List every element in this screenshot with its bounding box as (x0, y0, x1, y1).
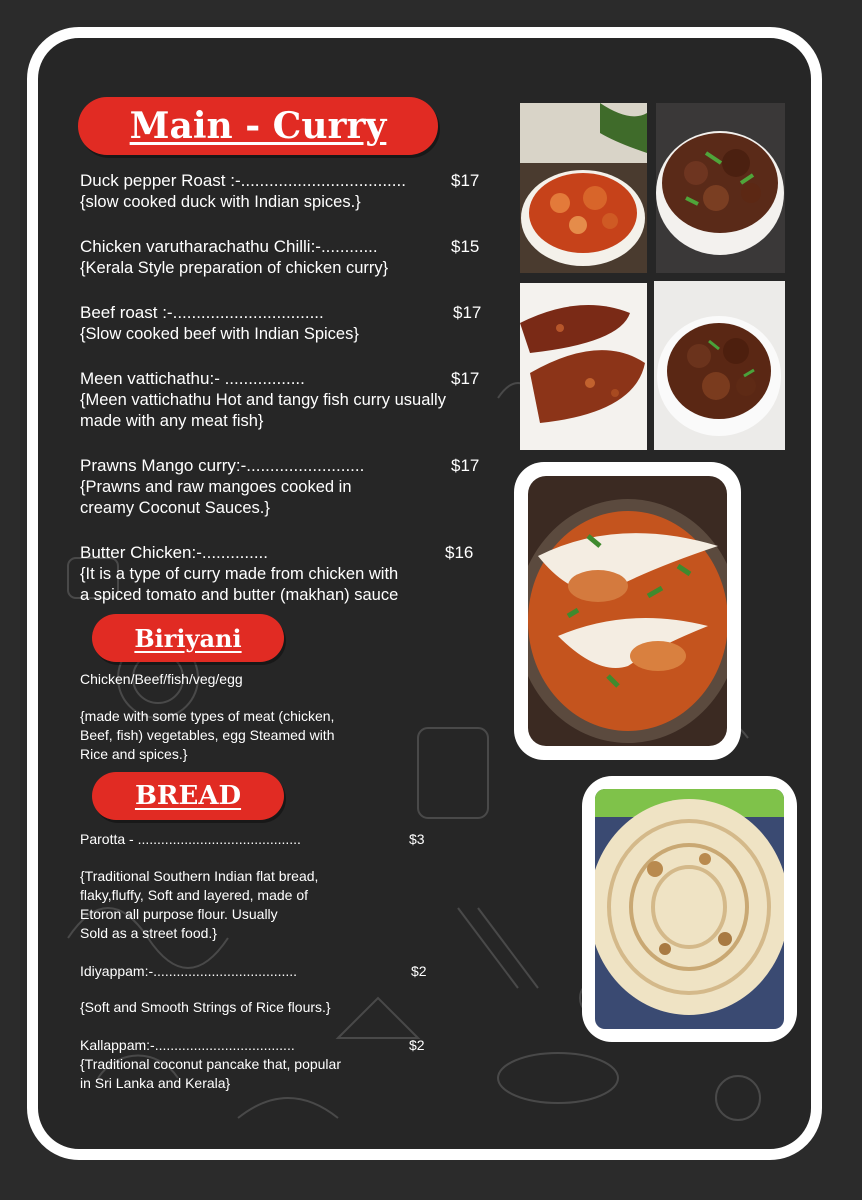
biriyani-description: {made with some types of meat (chicken, (80, 708, 335, 724)
menu-item-description: {slow cooked duck with Indian spices.} (80, 193, 361, 211)
menu-item-description: in Sri Lanka and Kerala} (80, 1075, 231, 1091)
menu-item-description: {Slow cooked beef with Indian Spices} (80, 325, 359, 343)
menu-item-description: {Traditional coconut pancake that, popular (80, 1056, 341, 1072)
menu-item-name: Prawns Mango curry:-......................... (80, 456, 365, 475)
menu-item-name: Kallappam:-.................................... (80, 1037, 295, 1053)
menu-item-description: {Prawns and raw mangoes cooked in (80, 478, 352, 496)
menu-item-price: $16 (445, 543, 474, 562)
menu-item-name: Duck pepper Roast :-................................... (80, 171, 406, 190)
menu-item-description: flaky,fluffy, Soft and layered, made of (80, 887, 309, 903)
menu-card (27, 27, 822, 1160)
menu-item-description: a spiced tomato and butter (makhan) sauce (80, 586, 399, 604)
menu-item-price: $2 (411, 963, 427, 979)
menu-item-price: $17 (451, 369, 480, 388)
biriyani-heading: Biriyani (92, 614, 284, 662)
menu-item-name: Butter Chicken:-.............. (80, 543, 269, 562)
menu-item-description: {Meen vattichathu Hot and tangy fish curry usually (80, 391, 446, 409)
menu-item-description: creamy Coconut Sauces.} (80, 499, 270, 517)
beef-roast-photo (654, 281, 785, 450)
menu-item-price: $15 (451, 237, 480, 256)
main-curry-heading: Main - Curry (78, 97, 438, 155)
biriyani-description: Beef, fish) vegetables, egg Steamed with (80, 727, 335, 743)
menu-item-description: {Soft and Smooth Strings of Rice flours.} (80, 999, 331, 1015)
menu-item-description: {Kerala Style preparation of chicken curry} (80, 259, 389, 277)
biriyani-options: Chicken/Beef/fish/veg/egg (80, 671, 243, 687)
menu-item-price: $2 (409, 1037, 425, 1053)
menu-item-price: $17 (451, 171, 480, 190)
bread-heading: BREAD (92, 772, 284, 820)
menu-item-name: Chicken varutharachathu Chilli:-............ (80, 237, 378, 256)
menu-item-name: Meen vattichathu:- ................. (80, 369, 305, 388)
menu-item-name: Parotta - .......................................... (80, 831, 301, 847)
biriyani-description: Rice and spices.} (80, 746, 188, 762)
beef-fry-photo (656, 103, 785, 273)
menu-item-description: {Traditional Southern Indian flat bread, (80, 868, 319, 884)
butter-chicken-photo (528, 476, 727, 746)
fish-fry-photo (520, 283, 647, 450)
chicken-curry-photo (520, 103, 647, 273)
menu-item-description: Etoron all purpose flour. Usually (80, 906, 278, 922)
parotta-photo (595, 789, 784, 1029)
menu-item-price: $3 (409, 831, 425, 847)
menu-item-price: $17 (451, 456, 480, 475)
menu-item-name: Beef roast :-................................ (80, 303, 324, 322)
menu-item-name: Idiyappam:-..................................... (80, 963, 298, 979)
menu-item-price: $17 (453, 303, 482, 322)
menu-item-description: Sold as a street food.} (80, 925, 217, 941)
menu-item-description: {It is a type of curry made from chicken with (80, 565, 399, 583)
menu-item-description: made with any meat fish} (80, 412, 264, 430)
